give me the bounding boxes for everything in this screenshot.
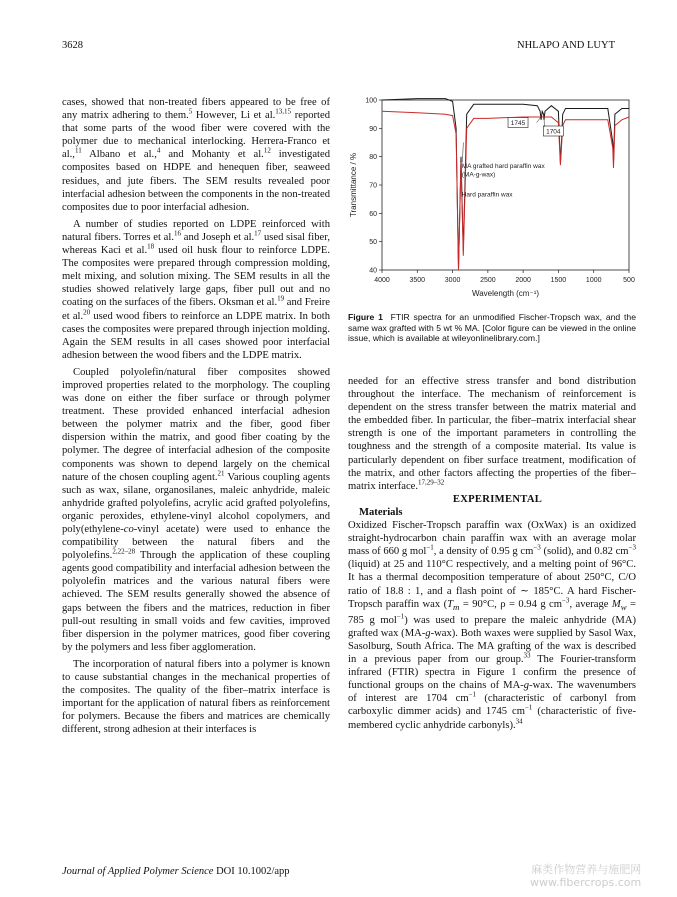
x-tick-label: 500 xyxy=(623,277,635,284)
annotation-label: 1745 xyxy=(510,120,526,127)
body-paragraph: Coupled polyolefin/natural fiber composites showed improved properties related to the morphology. The coupling was done on either the fiber surface or through polymer treatment. These provided enhanced interfacial adhesion between the polymer matrix and the fiber, good fiber dispersion within the matrix, and good fiber coating by the polymer. The degree of interfacial adhesion of the composite components was shown to depend largely on the chemical nature of the chosen coupling agent.$^{21}$ Various coupling agents such as wax, silane, organosilanes, maleic anhydride, maleic anhydride grafted polyolefins, acrylic acid grafted polyolefins, organic peroxides, ethylene-vinyl alcohol copolymers, and poly(ethylene-co-vinyl acetate) were used to enhance the compatibility between the natural fibers and the polyolefins.$^{2,22-28}$ Through the application of these coupling agents good compatibility and interfacial adhesion between the polyolefin matrices and the various natural fibers were achieved. The SEM results generally showed the absence of gaps between the fibers and the matrices, reduction in fiber pull-out resulting in small voids and few cavities, improved fiber dispersion in the polymer matrices, good fiber covering by the polymers and less fiber agglomeration. xyxy=(62,366,330,653)
section-heading: EXPERIMENTAL xyxy=(452,493,543,505)
x-axis-label: Wavelength (cm⁻¹) xyxy=(471,289,540,298)
y-tick-label: 60 xyxy=(369,210,377,218)
x-tick-label: 3000 xyxy=(444,277,461,284)
left-column xyxy=(62,96,330,737)
y-tick-label: 100 xyxy=(365,97,377,105)
series-label-ma-grafted-wax: MA grafted hard paraffin wax xyxy=(461,163,545,170)
series-label-ma-grafted-wax-abbrev: (MA-g-wax) xyxy=(461,171,496,179)
annotation-label: 1704 xyxy=(546,128,561,136)
y-tick-label: 80 xyxy=(369,154,377,162)
figure-1 xyxy=(346,92,636,304)
x-tick-label: 2500 xyxy=(480,277,496,284)
body-paragraph: needed for an effective stress transfer and bond distribution throughout the interface. The mechanism of reinforcement is dependent on the stress transfer between the matrix material and the embedded fiber. In particular, the fiber–matrix interfacial shear strength is one of the important parameters in controlling the toughness and the strength of a composite material. Its value is particularly dependent on fiber surface treatment, modification of the matrix, and other factors affecting the properties of the fiber–matrix interface.$^{17,29-32}$ xyxy=(348,376,636,492)
label-leader xyxy=(462,143,463,163)
materials-paragraph: Oxidized Fischer-Tropsch paraffin wax (OxWax) is an oxidized straight-hydrocarbon chain paraffin wax with an average molar mass of 660 g mol$^{-1}$, a density of 0.95 g $cm^{-3}$ (solid), and 0.82 $cm^{-3}$ (liquid) at 25 and 110°C respectively, and a melting point of 96°C. It has a thermal decomposition temperature of about 250°C, C/O ratio of 18.8 : 1, and a flash point of ∼ 185°C. A hard Fischer-Tropsch paraffin wax ($T_m = 90^\circ C$, ρ = 0.94 g $cm^{-3}$, average $M_w = 785$ g mol$^{-1}$) was used to prepare the maleic anhydride (MA) grafted wax (MA-g-wax). Both waxes were supplied by Sasol Wax, Sasolburg, South Africa. The MA grafting of the wax is described in a previous paper from our group.$^{33}$ The Fourier-transform infrared (FTIR) spectra in Figure 1 confirm the presence of functional groups on the chains of MA-g-wax. The wavenumbers of interest are 1704 $cm^{-1}$ (characteristic of carbonyl from carboxylic dimmer acids) and 1745 $cm^{-1}$ (characteristic of five-membered cyclic anhydride carbonyls).$^{34}$ xyxy=(348,520,636,731)
ftir-chart xyxy=(346,92,636,304)
x-tick-label: 4000 xyxy=(374,277,390,284)
doi: DOI 10.1002/app xyxy=(216,866,290,877)
right-column xyxy=(348,375,636,732)
x-tick-label: 1500 xyxy=(550,277,567,284)
series-line-ma-grafted-wax xyxy=(382,99,629,270)
subsection-heading: Materials xyxy=(359,506,403,518)
plot-frame xyxy=(382,100,629,270)
series-label-hard-paraffin-wax: Hard paraffin wax xyxy=(461,191,513,199)
body-paragraph: A number of studies reported on LDPE reinforced with natural fibers. Torres et al.$^{16}$ and Joseph et al.$^{17}$ used sisal fiber, whereas Kaci et al.$^{18}$ used oil husk flour to reinforce LDPE. The composites were prepared through compression molding, melt mixing, and solution mixing. The SEM results in all the studies showed relatively large gaps, fiber pull out and no coating on the surfaces of the fibers. Oksman et al.$^{19}$ and Freire et al.$^{20}$ used wood fibers to reinforce an LDPE matrix. In both cases the composites were prepared through injection molding. Again the SEM results in all cases showed poor interfacial adhesion between the wood fibers and the LDPE matrix. xyxy=(62,218,330,361)
body-paragraph: The incorporation of natural fibers into a polymer is known to cause substantial changes in the mechanical properties of the composites. The quality of the fiber–matrix interface is important for the application of natural fibers as reinforcement for polymers. Because the fibers and matrices are chemically different, strong adhesion at their interfaces is xyxy=(62,658,330,736)
watermark xyxy=(530,863,641,889)
y-tick-label: 70 xyxy=(369,182,377,190)
x-tick-label: 1000 xyxy=(585,277,602,284)
watermark-line2: www.fibercrops.com xyxy=(530,876,642,889)
x-tick-label: 3500 xyxy=(409,277,426,284)
x-tick-label: 2000 xyxy=(515,277,531,284)
y-tick-label: 40 xyxy=(369,267,377,275)
watermark-line1: 麻类作物营养与施肥网 xyxy=(531,863,642,876)
annotation-leader xyxy=(537,117,541,123)
running-title: NHLAPO AND LUYT xyxy=(517,40,615,51)
journal-footer xyxy=(62,866,290,877)
y-axis-label: Transmittance / % xyxy=(349,152,358,218)
y-tick-label: 50 xyxy=(369,239,377,247)
figure-caption: Figure 1 FTIR spectra for an unmodified Fischer-Tropsch wax, and the same wax grafted with 5 wt % MA. [Color figure can be viewed in the online issue, which is available at wileyonlinelibrary.com.] xyxy=(348,312,636,343)
y-tick-label: 90 xyxy=(369,125,377,133)
body-paragraph: cases, showed that non-treated fibers appeared to be free of any matrix adhering to them.$^5$ However, Li et al.$^{13,15}$ reported that some parts of the wood fiber were covered with the polymer due to mechanical interlocking. Herrera-Franco et al.,$^{11}$ Albano et al.,$^4$ and Mohanty et al.$^{12}$ investigated composites based on HDPE and henequen fiber, seaweed residues, and jute fibers. The SEM results revealed poor interfacial adhesion between the components in the non-treated composites due to poor interfacial adhesion. xyxy=(62,97,330,213)
page-number: 3628 xyxy=(62,40,83,51)
journal-name: Journal of Applied Polymer Science xyxy=(62,866,214,877)
